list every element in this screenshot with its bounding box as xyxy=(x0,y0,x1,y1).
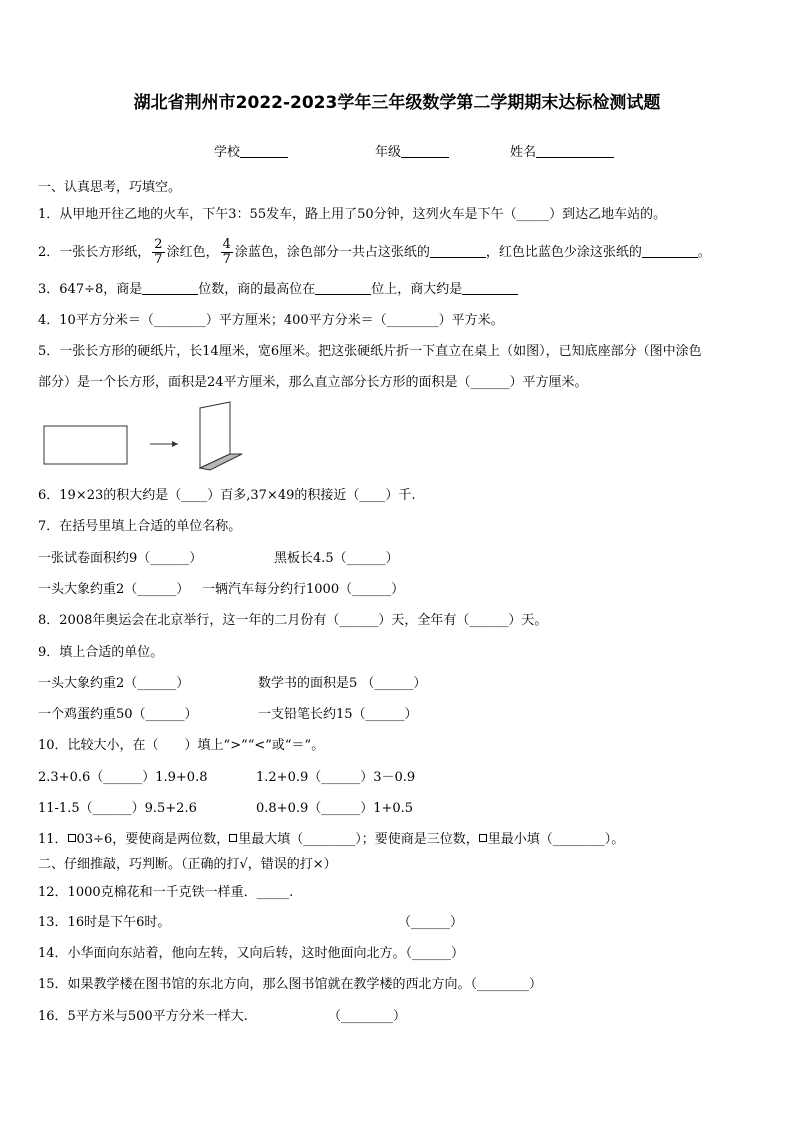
q3-text-b: 位数，商的最高位在 xyxy=(198,282,316,297)
answer-blank[interactable] xyxy=(462,281,518,295)
q2-text-c: 涂蓝色，涂色部分一共占这张纸的 xyxy=(234,245,430,260)
digit-box-icon xyxy=(229,834,237,842)
name-blank[interactable] xyxy=(536,144,614,158)
fraction-numerator: 2 xyxy=(154,237,163,252)
question-14: 14．小华面向东站着，他向左转，又向后转，这时他面向北方。（______） xyxy=(38,946,465,961)
school-field xyxy=(214,141,288,160)
question-6: 6．19×23的积大约是（____）百多,37×49的积接近（____）千. xyxy=(38,488,416,503)
answer-blank[interactable] xyxy=(315,281,371,295)
question-13: 13．16时是下午6时。 xyxy=(38,915,171,930)
question-10: 10．比较大小，在（ ）填上“>”“<”或“＝”。 xyxy=(38,738,325,753)
question-7d: 一辆汽车每分约行1000（______） xyxy=(202,582,405,597)
question-8: 8．2008年奥运会在北京举行，这一年的二月份有（______）天，全年有（______）天。 xyxy=(38,613,548,628)
name-label: 姓名 xyxy=(510,145,537,160)
question-7a: 一张试卷面积约9（______） xyxy=(38,551,203,566)
grade-blank[interactable] xyxy=(401,144,449,158)
q2-text-e: 。 xyxy=(697,245,711,260)
question-5-line-1: 5．一张长方形的硬纸片，长14厘米，宽6厘米。把这张硬纸片折一下直立在桌上（如图），已知底座部分（图中涂色 xyxy=(38,344,702,359)
question-10a: 2.3+0.6（______）1.9+0.8 xyxy=(38,770,208,785)
folded-card-figure xyxy=(38,398,248,474)
grade-label: 年级 xyxy=(375,145,402,160)
section-2-heading: 二、仔细推敲，巧判断。（正确的打√，错误的打×） xyxy=(38,857,337,872)
q2-text-d: ，红色比蓝色少涂这张纸的 xyxy=(485,245,642,260)
question-15: 15．如果教学楼在图书馆的东北方向，那么图书馆就在教学楼的西北方向。（________） xyxy=(38,977,543,992)
school-label: 学校 xyxy=(214,145,241,160)
question-11 xyxy=(38,830,624,850)
section-1-heading: 一、认真思考，巧填空。 xyxy=(38,180,182,195)
arrow-head-icon xyxy=(172,441,178,447)
question-9: 9．填上合适的单位。 xyxy=(38,645,164,660)
question-7: 7．在括号里填上合适的单位名称。 xyxy=(38,519,242,534)
name-field xyxy=(510,141,614,160)
question-9d: 一支铅笔长约15（______） xyxy=(258,707,418,722)
q11-text-d: 里最小填（________）。 xyxy=(487,832,625,847)
question-13-answer: （______） xyxy=(398,915,464,930)
q11-text-c: 里最大填（________）；要使商是三位数， xyxy=(238,832,479,847)
grade-field xyxy=(375,141,449,160)
q3-text-a: 3．647÷8，商是 xyxy=(38,282,143,297)
q11-text-b: 03÷6，要使商是两位数， xyxy=(76,832,230,847)
fraction-denominator: 7 xyxy=(222,252,231,267)
question-5-line-2: 部分）是一个长方形，面积是24平方厘米，那么直立部分长方形的面积是（______）平方厘米。 xyxy=(38,375,588,390)
fraction-2-7 xyxy=(152,238,164,267)
question-10b: 1.2+0.9（______）3－0.9 xyxy=(256,770,416,785)
question-1: 1．从甲地开往乙地的火车，下午3：55发车，路上用了50分钟，这列火车是下午（_____）到达乙地车站的。 xyxy=(38,207,667,222)
question-7c: 一头大象约重2（______） xyxy=(38,582,190,597)
question-7b: 黑板长4.5（______） xyxy=(274,551,399,566)
q3-text-c: 位上，商大约是 xyxy=(371,282,463,297)
question-12: 12．1000克棉花和一千克铁一样重．_____. xyxy=(38,885,294,900)
question-10c: 11-1.5（______）9.5+2.6 xyxy=(38,801,197,816)
question-2 xyxy=(38,236,711,270)
q2-text-a: 2．一张长方形纸， xyxy=(38,245,151,260)
question-9c: 一个鸡蛋约重50（______） xyxy=(38,707,198,722)
question-4: 4．10平方分米＝（________）平方厘米；400平方分米＝（________）平方米。 xyxy=(38,313,504,328)
answer-blank[interactable] xyxy=(642,244,698,258)
question-3 xyxy=(38,280,518,300)
question-16-answer: （________） xyxy=(328,1009,407,1024)
school-blank[interactable] xyxy=(240,144,288,158)
answer-blank[interactable] xyxy=(142,281,198,295)
question-16: 16．5平方米与500平方分米一样大. xyxy=(38,1009,248,1024)
question-10d: 0.8+0.9（______）1+0.5 xyxy=(256,801,414,816)
fraction-4-7 xyxy=(221,238,233,267)
digit-box-icon xyxy=(479,834,487,842)
flat-rectangle xyxy=(44,426,127,464)
question-9a: 一头大象约重2（______） xyxy=(38,676,190,691)
fraction-denominator: 7 xyxy=(154,252,163,267)
digit-box-icon xyxy=(68,834,76,842)
q11-text-a: 11． xyxy=(38,832,68,847)
question-9b: 数学书的面积是5 （______） xyxy=(258,676,427,691)
fraction-numerator: 4 xyxy=(222,237,231,252)
page-title: 湖北省荆州市2022-2023学年三年级数学第二学期期末达标检测试题 xyxy=(133,93,661,113)
q2-text-b: 涂红色， xyxy=(166,245,219,260)
answer-blank[interactable] xyxy=(430,244,486,258)
